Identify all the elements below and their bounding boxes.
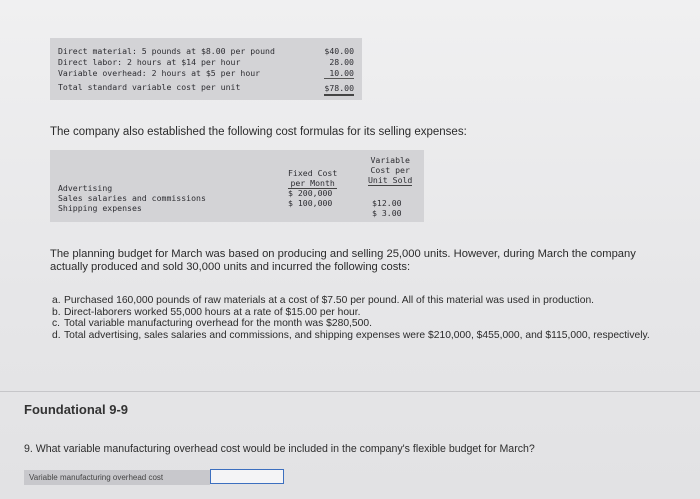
- standard-cost-table: [50, 38, 362, 100]
- selling-item-advertising: Advertising: [58, 183, 113, 193]
- section-divider: [0, 391, 700, 392]
- std-total-value: $78.00: [324, 83, 354, 96]
- planning-budget-text: The planning budget for March was based on producing and selling 25,000 units. However, during March the company actually produced and sold 30,000 units and incurred the following costs:: [50, 248, 636, 273]
- std-row-value-overhead: 10.00: [324, 68, 354, 79]
- std-row-label-material: Direct material: 5 pounds at $8.00 per pound: [58, 46, 275, 56]
- fixed-value: $ 100,000: [288, 198, 333, 208]
- actual-costs-list: [52, 295, 662, 341]
- question-text: 9. What variable manufacturing overhead cost would be included in the company's flexible budget for March?: [24, 443, 535, 455]
- selling-item-shipping: Shipping expenses: [58, 203, 142, 213]
- variable-cost-values: [372, 198, 402, 218]
- answer-label: Variable manufacturing overhead cost: [24, 470, 210, 485]
- list-item-text: Purchased 160,000 pounds of raw materials at a cost of $7.50 per pound. All of this material was used in production.: [64, 295, 595, 306]
- list-item-text: Total advertising, sales salaries and commissions, and shipping expenses were $210,000, $455,000, and $115,000, respectively.: [64, 329, 650, 341]
- std-total-label: Total standard variable cost per unit: [58, 82, 241, 92]
- section-title: Foundational 9-9: [24, 402, 128, 417]
- list-item-text: Total variable manufacturing overhead for the month was $280,500.: [64, 318, 372, 330]
- selling-item-salaries: Sales salaries and commissions: [58, 193, 206, 203]
- selling-intro-text: The company also established the following cost formulas for its selling expenses:: [50, 126, 467, 138]
- list-item-text: Direct-laborers worked 55,000 hours at a rate of $15.00 per hour.: [64, 306, 361, 318]
- selling-items: [58, 183, 206, 213]
- variable-value: $12.00: [372, 198, 402, 208]
- fixed-cost-values: [288, 188, 332, 208]
- variable-header-line: Unit Sold: [368, 175, 413, 185]
- fixed-cost-header: [288, 168, 337, 189]
- fixed-header-line: Fixed Cost: [288, 168, 338, 178]
- list-item: [52, 318, 662, 330]
- std-row-value-labor: 28.00: [329, 57, 354, 67]
- standard-cost-labels: [58, 46, 275, 93]
- std-row-value-material: $40.00: [324, 46, 354, 56]
- std-row-label-labor: Direct labor: 2 hours at $14 per hour: [58, 57, 241, 67]
- list-item: [52, 295, 662, 307]
- answer-input[interactable]: [210, 469, 284, 484]
- variable-value: $ 3.00: [372, 208, 402, 218]
- list-marker: d.: [52, 329, 61, 341]
- selling-expense-table: [50, 150, 424, 222]
- list-item: [52, 330, 662, 342]
- list-marker: c.: [52, 318, 61, 330]
- standard-cost-values: [324, 46, 354, 96]
- fixed-header-line: per Month: [288, 178, 337, 189]
- variable-cost-header: [368, 155, 412, 186]
- list-marker: b.: [52, 306, 61, 318]
- list-item: [52, 307, 662, 319]
- list-marker: a.: [52, 295, 61, 306]
- std-row-label-overhead: Variable overhead: 2 hours at $5 per hour: [58, 68, 261, 78]
- variable-header-line: Variable: [370, 155, 410, 165]
- fixed-value: $ 200,000: [288, 188, 333, 198]
- variable-header-line: Cost per: [370, 165, 410, 175]
